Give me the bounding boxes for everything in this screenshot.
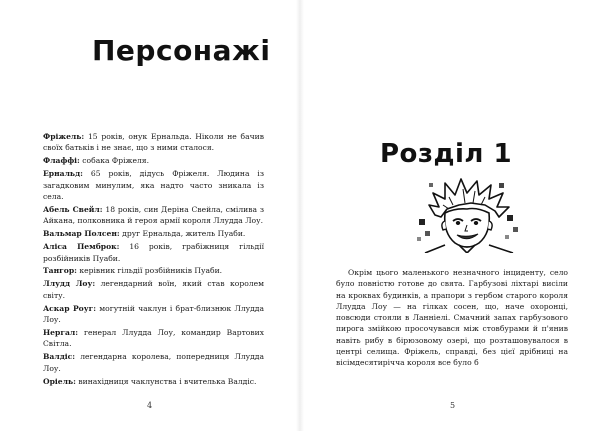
character-name: Вальмар Полсен: bbox=[43, 229, 120, 239]
character-entry bbox=[43, 155, 264, 166]
character-desc: генерал Ллудда Лоу, командир Вартових Світла. bbox=[43, 328, 265, 349]
character-entry bbox=[43, 303, 264, 326]
right-page bbox=[300, 0, 600, 431]
page-number: 4 bbox=[147, 401, 153, 410]
character-name: Ллудд Лоу: bbox=[43, 279, 96, 289]
character-entry bbox=[43, 376, 264, 387]
character-name: Оріель: bbox=[43, 376, 76, 386]
boy-portrait-icon bbox=[415, 175, 523, 253]
character-list bbox=[43, 131, 264, 389]
character-name: Флаффі: bbox=[43, 156, 80, 166]
character-entry bbox=[43, 265, 264, 276]
chapter-title: Розділ 1 bbox=[380, 139, 513, 169]
character-entry bbox=[43, 327, 264, 350]
character-desc: собака Фріжеля. bbox=[82, 156, 150, 166]
character-entry bbox=[43, 241, 264, 264]
character-entry bbox=[43, 168, 264, 202]
character-name: Тангор: bbox=[43, 266, 77, 276]
character-desc: друг Ернальда, житель Пуаби. bbox=[122, 229, 246, 239]
character-desc: легендарна королева, попередниця Ллудда Лоу. bbox=[43, 352, 264, 373]
character-desc: 16 років, грабіжниця гільдії розбійників Пуаби. bbox=[43, 242, 265, 263]
character-desc: винахідниця чаклунства і вчителька Валдіс. bbox=[78, 376, 257, 386]
character-name: Нергал: bbox=[43, 328, 79, 337]
page-number: 5 bbox=[450, 401, 456, 410]
character-desc: 15 років, онук Ернальда. Ніколи не бачив своїх батьків і не знає, що з ними сталося. bbox=[43, 132, 264, 153]
character-entry bbox=[43, 204, 264, 227]
character-name: Ернальд: bbox=[43, 169, 83, 179]
character-desc: 18 років, син Деріна Свейла, смілива з Айкана, полковника й героя армії короля Ллудда Лоу. bbox=[43, 204, 264, 226]
character-entry bbox=[43, 351, 264, 374]
character-desc: легендарний воїн, який став королем світу. bbox=[43, 279, 264, 300]
character-entry bbox=[43, 131, 264, 154]
character-entry bbox=[43, 228, 264, 239]
character-name: Аскар Роуг: bbox=[43, 303, 97, 313]
character-name: Абель Свейл: bbox=[43, 204, 103, 214]
character-name: Валдіс: bbox=[43, 352, 76, 362]
character-name: Фріжель: bbox=[43, 132, 85, 141]
character-desc: 65 років, дідусь Фріжеля. Людина із загадковим минулим, яка надто часто зникала із села. bbox=[43, 169, 264, 202]
character-entry bbox=[43, 278, 264, 301]
chapter-paragraph: Окрім цього маленького незначного інциденту, село було повністю готове до свята. Гарбузові ліхтарі висіли на кроквах будинків, а прапори з гербом старого короля Ллудда Лоу — на гілках сосен, що, наче охоронці, повсюди стояли в Ланніелі. Смачний запах гарбузового пирога змійкою просочувався між стовбурами й п'янив навіть рибу в бірюзовому озері, що розташовувалося в центрі селища. Фріжель, справді, без цієї дрібниці на вісімдесятирічча короля все було б bbox=[336, 268, 568, 368]
character-name: Аліса Пемброк: bbox=[43, 242, 120, 252]
page-title: Персонажі bbox=[92, 34, 271, 67]
character-desc: керівник гільдії розбійників Пуаби. bbox=[79, 266, 223, 276]
character-desc: могутній чаклун і брат-близнюк Ллудда Лоу. bbox=[43, 303, 264, 325]
